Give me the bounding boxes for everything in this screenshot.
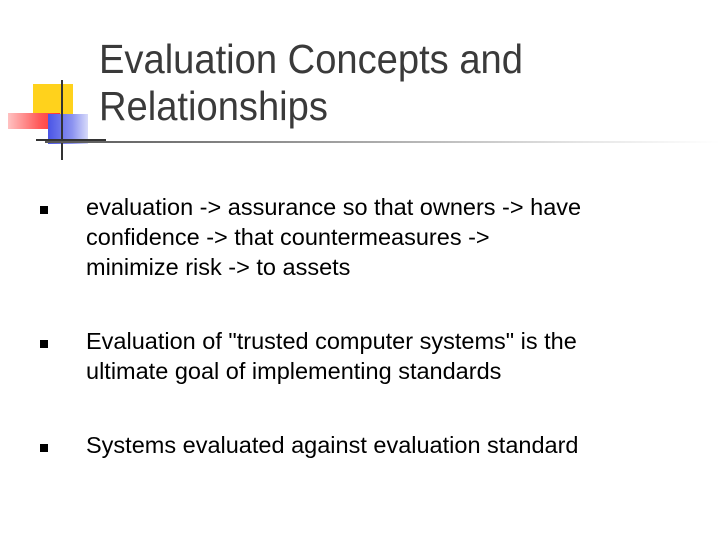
square-bullet-icon	[40, 206, 48, 214]
square-bullet-icon	[40, 444, 48, 452]
bullet-text: Systems evaluated against evaluation standard	[86, 432, 579, 458]
square-bullet-icon	[40, 340, 48, 348]
bullet-text: Evaluation of "trusted computer systems" is the ultimate goal of implementing standards	[86, 328, 577, 384]
bullet-text: evaluation -> assurance so that owners -> have confidence -> that countermeasures -> minimize risk -> to assets	[86, 194, 582, 280]
slide-title: Evaluation Concepts and Relationships	[99, 36, 523, 129]
